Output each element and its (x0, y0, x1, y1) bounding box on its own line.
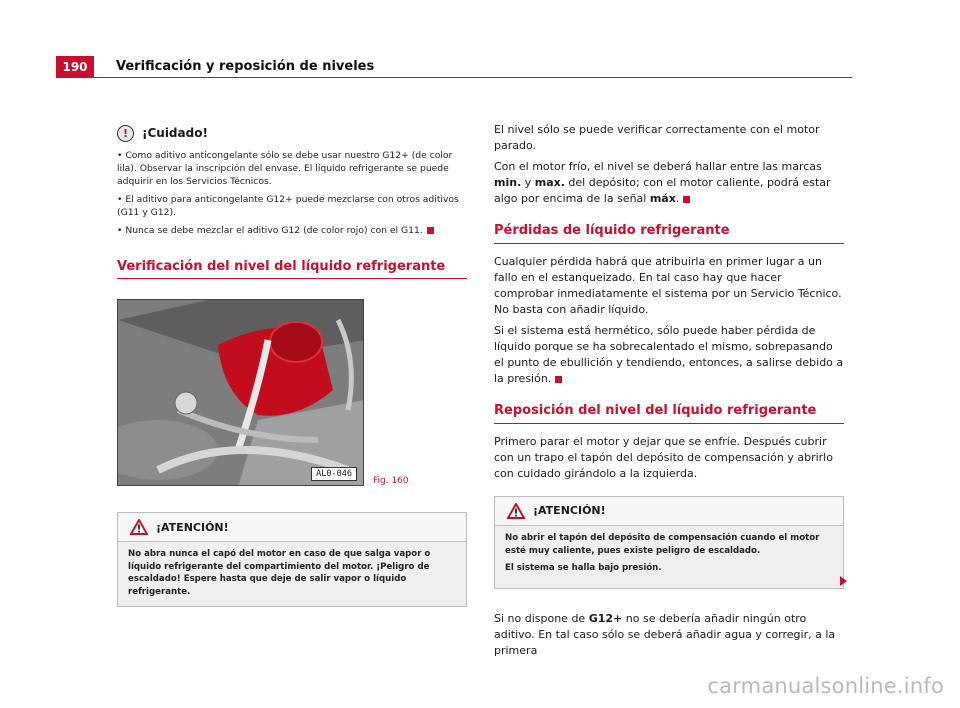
warning-text (495, 526, 843, 588)
end-of-section-icon (427, 227, 434, 234)
warning-paragraph: El sistema se halla bajo presión. (505, 563, 662, 573)
engine-photo (117, 299, 364, 486)
caution-title: ¡Cuidado! (142, 126, 208, 140)
caution-header (117, 122, 467, 144)
warning-box-right (494, 496, 844, 589)
paragraph: Primero parar el motor y dejar que se enfríe. Después cubrir con un trapo el tapón del depósito de compensación y abrirlo con cuidado girándolo a la izquierda. (494, 435, 833, 480)
end-of-section-icon (555, 376, 562, 383)
text-run: y (521, 176, 535, 189)
warning-header (118, 513, 466, 542)
text-run-bold: min. (494, 176, 522, 189)
right-column (494, 122, 844, 664)
text-run-bold: máx (649, 192, 676, 205)
warning-triangle-icon (130, 519, 148, 535)
text-run: Con el motor frío, el nivel se deberá hallar entre las marcas (494, 160, 822, 173)
paragraph (494, 159, 844, 207)
text-run: Si el sistema está hermético, sólo puede haber pérdida de líquido porque se ha sobrecalentado el mismo, sobrepasando el punto de ebullición y tendiendo, entonces, a salirse debido a la presión. (494, 324, 844, 385)
warning-triangle-icon (507, 503, 525, 519)
caution-item: • El aditivo para anticongelante G12+ puede mezclarse con otros aditivos (G11 y G12). (117, 194, 459, 218)
caution-item: • Como aditivo anticongelante sólo se debe usar nuestro G12+ (de color lila). Observar la inscripción del envase. El líquido refrigerante se puede adquirir en los Servicios Técnicos. (117, 150, 453, 187)
figure-caption: Fig. 160 (373, 476, 409, 486)
page-title: Verificación y reposición de niveles (116, 59, 375, 74)
text-run: del depósito; con el motor caliente, podrá estar algo por encima de la señal (494, 176, 831, 205)
figure-160 (117, 299, 467, 486)
section-title-refill: Reposición del nivel del líquido refrigerante (494, 403, 844, 424)
page-number: 190 (56, 56, 94, 78)
watermark: carmanualsonline.info (707, 674, 944, 698)
warning-paragraph: No abra nunca el capó del motor en caso de que salga vapor o líquido refrigerante del compartimiento del motor. ¡Peligro de escaldado! Espere hasta que deje de salir vapor o líquido refrigerante. (128, 549, 431, 597)
warning-header (495, 497, 843, 526)
continue-arrow-icon (840, 576, 847, 586)
warning-title: ¡ATENCIÓN! (533, 504, 606, 517)
text-run: . (675, 192, 680, 205)
section-title-check-level: Verificación del nivel del líquido refrigerante (117, 259, 467, 279)
text-run-bold: max. (534, 176, 565, 189)
warning-title: ¡ATENCIÓN! (156, 520, 229, 534)
warning-text (118, 542, 466, 606)
paragraph (494, 323, 844, 387)
section-title-loss: Pérdidas de líquido refrigerante (494, 223, 844, 244)
text-run: Si no dispone de (494, 611, 589, 625)
exclamation-icon: ! (117, 125, 134, 142)
text-run: no se debería añadir ningún otro aditivo. En tal caso sólo se deberá añadir agua y corregir, a la primera (494, 611, 836, 657)
warning-box-left (117, 512, 467, 607)
caution-item-text: • Nunca se debe mezclar el aditivo G12 (de color rojo) con el G11. (117, 225, 423, 236)
caution-notice (117, 122, 467, 237)
end-of-section-icon (683, 196, 690, 203)
left-column (117, 122, 467, 607)
warning-paragraph: No abrir el tapón del depósito de compensación cuando el motor esté muy caliente, pues existe peligro de escaldado. (505, 533, 820, 556)
paragraph: El nivel sólo se puede verificar correctamente con el motor parado. (494, 123, 820, 152)
paragraph: Cualquier pérdida habrá que atribuirla en primer lugar a un fallo en el estanqueizado. En tal caso hay que hacer comprobar inmediatamente el sistema por un Servicio Técnico. No basta con añadir líquido. (494, 255, 842, 316)
figure-code-label: AL0-046 (311, 467, 357, 481)
caution-item (117, 224, 467, 237)
text-run-bold: G12+ (588, 611, 623, 625)
header-divider (56, 77, 852, 78)
engine-illustration (118, 300, 364, 486)
paragraph (494, 611, 844, 659)
